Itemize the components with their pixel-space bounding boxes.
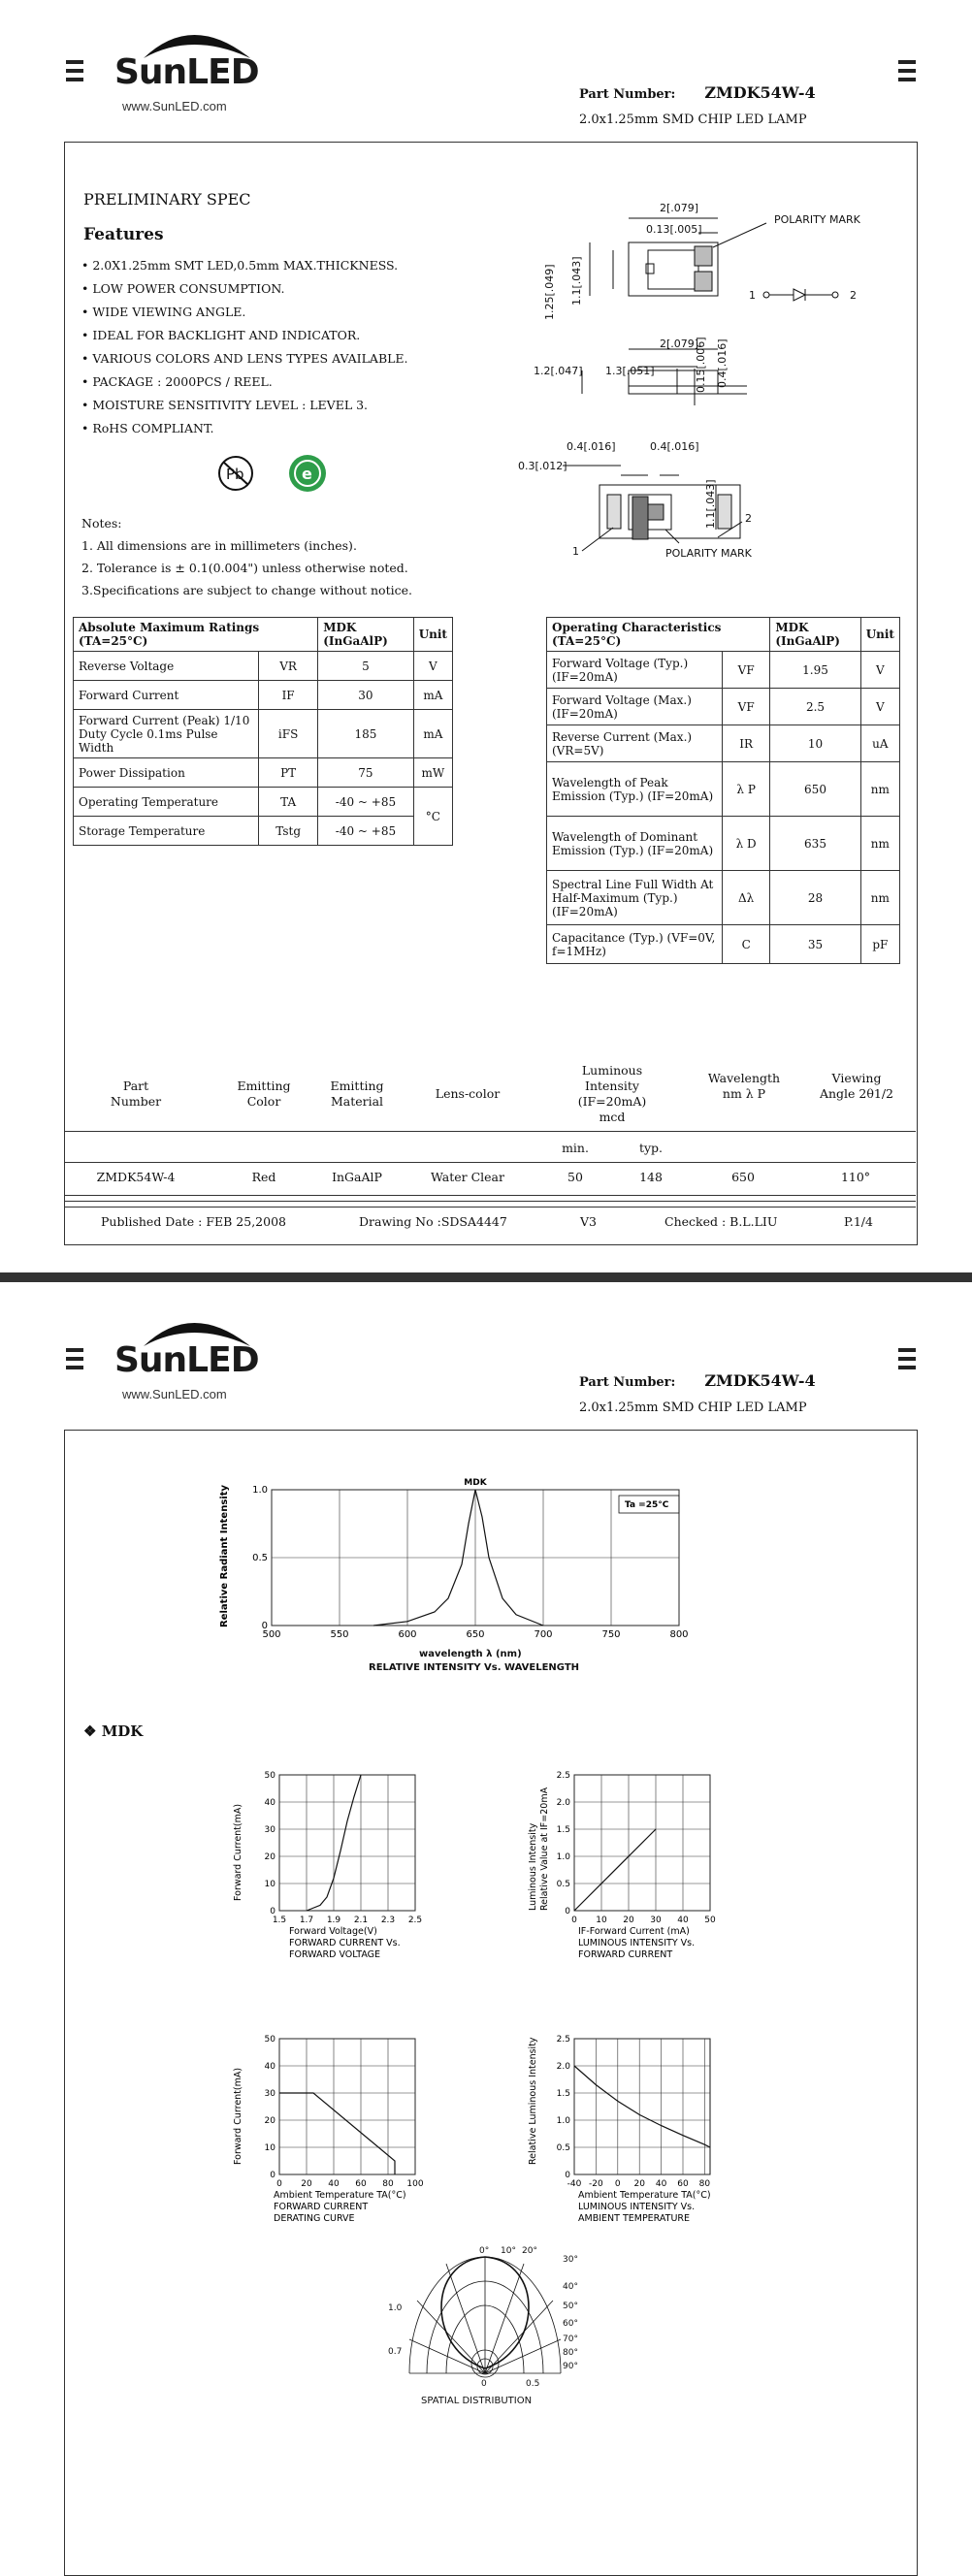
chart-caption: FORWARD CURRENT Vs. (289, 1938, 401, 1948)
chart-caption: FORWARD CURRENT (274, 2202, 368, 2212)
y-axis-label: Luminous Intensity (528, 1822, 538, 1911)
y-tick-label: 0 (270, 2171, 275, 2180)
cell: 110° (836, 1170, 875, 1185)
table-row (74, 788, 453, 817)
spatial-caption: SPATIAL DISTRIBUTION (421, 2396, 532, 2406)
menu-icon-right[interactable] (898, 1348, 916, 1377)
y-tick-label: 20 (265, 2116, 276, 2126)
cell: Reverse Voltage (74, 652, 259, 681)
features-title: Features (83, 225, 164, 244)
menu-icon-right[interactable] (898, 60, 916, 89)
y-axis-label: Relative Value at IF=20mA (539, 1787, 550, 1911)
y-tick-label: 1.0 (252, 1485, 268, 1496)
y-tick-label: 2.5 (557, 2035, 570, 2045)
dim-label: 0.4[.016] (716, 338, 729, 388)
cell: VR (259, 652, 318, 681)
x-tick-label: 100 (406, 2179, 423, 2189)
package-drawing (524, 194, 912, 563)
brand-url: www.SunLED.com (122, 1387, 227, 1401)
x-tick-label: 40 (656, 2179, 667, 2189)
note-item: 2. Tolerance is ± 0.1(0.004") unless otherwise noted. (81, 557, 412, 579)
angle-label: 10° (501, 2246, 516, 2256)
angle-label: 0° (479, 2246, 489, 2256)
part-number-header (579, 1371, 816, 1390)
col-emitting-color: Emitting Color (225, 1079, 303, 1110)
note-item: 3.Specifications are subject to change without notice. (81, 579, 412, 601)
cell: Water Clear (419, 1170, 516, 1185)
table-row (74, 758, 453, 788)
x-tick-label: 2.3 (381, 1916, 395, 1925)
mdk-section-label: MDK (102, 1723, 144, 1740)
x-tick-label: 1.7 (300, 1916, 313, 1925)
page-separator (0, 1272, 972, 1282)
polarity-label: POLARITY MARK (774, 213, 861, 226)
cell: Tstg (259, 817, 318, 846)
plot-frame (574, 2039, 710, 2174)
x-tick-label: 500 (262, 1629, 280, 1640)
drawing-number: Drawing No :SDSA4447 (359, 1214, 507, 1229)
cell: Spectral Line Full Width At Half-Maximum (Typ.) (IF=20mA) (547, 871, 723, 925)
chart-caption: FORWARD CURRENT (578, 1949, 672, 1960)
col-part-number: Part Number (97, 1079, 175, 1110)
cell: V (860, 652, 899, 689)
y-tick-label: 1.5 (557, 1825, 570, 1835)
cell: 50 (561, 1170, 590, 1185)
luminous-intensity-current-chart (524, 1765, 747, 1959)
x-tick-label: 2.5 (408, 1916, 422, 1925)
sunled-logo (114, 21, 260, 113)
x-tick-label: 550 (330, 1629, 348, 1640)
cell: Δλ (723, 871, 770, 925)
divider (64, 1201, 916, 1202)
cell: °C (413, 788, 452, 846)
brand-name: SunLED (114, 1340, 259, 1380)
cell: 28 (770, 871, 860, 925)
operating-characteristics-table (546, 617, 900, 964)
radius-label: 1.0 (388, 2303, 403, 2313)
pb-free-icon (219, 457, 252, 490)
y-axis-label: Relative Luminous Intensity (528, 2037, 538, 2165)
cell: V (860, 689, 899, 725)
plot-frame (279, 2039, 415, 2174)
cell: 650 (770, 762, 860, 817)
y-tick-label: 0.5 (557, 2143, 570, 2153)
y-tick-label: 2.5 (557, 1771, 570, 1781)
x-tick-label: 750 (601, 1629, 620, 1640)
part-number: ZMDK54W-4 (704, 83, 815, 102)
angle-label: 80° (563, 2348, 578, 2358)
feature-item: • 2.0X1.25mm SMT LED,0.5mm MAX.THICKNESS. (81, 254, 408, 277)
y-tick-label: 0 (262, 1621, 268, 1631)
x-tick-label: -40 (567, 2179, 582, 2189)
series-line (574, 2066, 710, 2147)
y-tick-label: 20 (265, 1852, 276, 1862)
cell: Storage Temperature (74, 817, 259, 846)
x-tick-label: 0 (615, 2179, 621, 2189)
cell: pF (860, 925, 899, 964)
x-axis-label: Ambient Temperature TA(°C) (578, 2190, 711, 2201)
x-tick-label: 1.5 (273, 1916, 286, 1925)
cell: 30 (318, 681, 413, 710)
x-tick-label: 40 (677, 1916, 689, 1925)
feature-item: • LOW POWER CONSUMPTION. (81, 277, 408, 301)
brand-name: SunLED (114, 52, 259, 92)
y-tick-label: 10 (265, 1880, 276, 1889)
cell: Wavelength of Dominant Emission (Typ.) (IF=20mA) (547, 817, 723, 871)
cell: VF (723, 652, 770, 689)
y-axis-label: Forward Current(mA) (233, 1804, 243, 1901)
y-tick-label: 50 (265, 1771, 276, 1781)
sub-typ: typ. (636, 1141, 665, 1156)
luminous-intensity-temperature-chart (524, 2029, 757, 2223)
y-tick-label: 0 (565, 1907, 570, 1916)
col-viewing-angle: Viewing Angle 2θ1/2 (815, 1071, 898, 1102)
x-tick-label: 30 (650, 1916, 662, 1925)
angle-label: 90° (563, 2362, 578, 2371)
dim-label: 0.4[.016] (567, 440, 616, 453)
feature-item: • RoHS COMPLIANT. (81, 417, 408, 440)
dim-label: 1.25[.049] (543, 264, 556, 320)
cell: uA (860, 725, 899, 762)
angle-label: 20° (522, 2246, 537, 2256)
chart-title: MDK (464, 1478, 487, 1488)
sub-min: min. (561, 1141, 590, 1156)
y-tick-label: 50 (265, 2035, 276, 2045)
x-tick-label: 40 (328, 2179, 340, 2189)
y-tick-label: 2.0 (557, 2062, 571, 2072)
cell: PT (259, 758, 318, 788)
pb-label: Pb (226, 466, 244, 483)
dim-label: 1.2[.047] (534, 365, 583, 377)
absolute-max-ratings-table (73, 617, 453, 846)
y-tick-label: 40 (265, 2062, 276, 2072)
y-tick-label: 0.5 (252, 1553, 268, 1563)
features-list (81, 254, 408, 440)
angle-label: 30° (563, 2255, 578, 2265)
table-header: Unit (413, 618, 452, 652)
cell: ZMDK54W-4 (87, 1170, 184, 1185)
published-date: Published Date : FEB 25,2008 (101, 1214, 286, 1229)
spec-title: PRELIMINARY SPEC (83, 190, 251, 209)
col-lens-color: Lens-color (419, 1086, 516, 1102)
y-tick-label: 30 (265, 1825, 276, 1835)
table-row (74, 652, 453, 681)
col-luminous-intensity: Luminous Intensity (IF=20mA) mcd (568, 1063, 656, 1125)
cell: Forward Current (Peak) 1/10 Duty Cycle 0.1ms Pulse Width (74, 710, 259, 758)
divider (64, 1162, 916, 1163)
cell: iFS (259, 710, 318, 758)
cell: nm (860, 762, 899, 817)
radius-label: 0 (481, 2379, 487, 2389)
angle-label: 40° (563, 2282, 578, 2292)
divider (64, 1207, 916, 1208)
y-tick-label: 1.0 (557, 1852, 571, 1862)
x-tick-label: 20 (301, 2179, 312, 2189)
cell: -40 ~ +85 (318, 817, 413, 846)
x-tick-label: 2.1 (354, 1916, 368, 1925)
y-tick-label: 30 (265, 2089, 276, 2099)
dim-label: 0.15[.006] (695, 337, 707, 393)
dim-label: 1.1[.043] (570, 256, 583, 306)
pin-label: 2 (745, 512, 752, 525)
pin-label: 2 (850, 289, 857, 302)
cell: 635 (770, 817, 860, 871)
product-subtitle: 2.0x1.25mm SMD CHIP LED LAMP (579, 113, 807, 127)
forward-current-voltage-chart (229, 1765, 452, 1959)
table-row (547, 652, 900, 689)
table-header: Unit (860, 618, 899, 652)
divider (64, 1195, 916, 1196)
col-wavelength: Wavelength nm λ P (700, 1071, 788, 1102)
angle-label: 70° (563, 2334, 578, 2344)
plot-frame (279, 1775, 415, 1911)
rohs-label: e (302, 465, 312, 483)
cell: Wavelength of Peak Emission (Typ.) (IF=20mA) (547, 762, 723, 817)
cell: 10 (770, 725, 860, 762)
radius-label: 0.7 (388, 2347, 402, 2357)
dim-label: 1.3[.051] (605, 365, 655, 377)
feature-item: • IDEAL FOR BACKLIGHT AND INDICATOR. (81, 324, 408, 347)
y-axis-label: Forward Current(mA) (233, 2068, 243, 2165)
cell: TA (259, 788, 318, 817)
x-axis-label: IF-Forward Current (mA) (578, 1926, 690, 1937)
x-tick-label: 0 (571, 1916, 577, 1925)
cell: Forward Voltage (Max.) (IF=20mA) (547, 689, 723, 725)
cell: IR (723, 725, 770, 762)
cell: λ P (723, 762, 770, 817)
x-axis-label: Forward Voltage(V) (289, 1926, 377, 1937)
x-tick-label: 20 (623, 1916, 634, 1925)
x-tick-label: 80 (699, 2179, 711, 2189)
spectrum-chart (213, 1472, 718, 1637)
cell: Operating Temperature (74, 788, 259, 817)
sunled-logo (114, 1309, 260, 1401)
derating-curve-chart (229, 2029, 452, 2223)
product-subtitle: 2.0x1.25mm SMD CHIP LED LAMP (579, 1401, 807, 1415)
radius-label: 0.5 (526, 2379, 539, 2389)
cell: V (413, 652, 452, 681)
cell: 75 (318, 758, 413, 788)
notes-title: Notes: (81, 512, 412, 534)
pin-label: 1 (749, 289, 756, 302)
cell: nm (860, 871, 899, 925)
angle-label: 60° (563, 2319, 578, 2329)
cell: mA (413, 710, 452, 758)
feature-item: • PACKAGE : 2000PCS / REEL. (81, 370, 408, 394)
part-number: ZMDK54W-4 (704, 1371, 815, 1390)
x-tick-label: 60 (355, 2179, 367, 2189)
x-tick-label: 80 (382, 2179, 394, 2189)
angle-label: 50° (563, 2302, 578, 2311)
table-header: MDK (InGaAlP) (318, 618, 413, 652)
x-tick-label: 650 (466, 1629, 484, 1640)
datasheet-page-2 (0, 1288, 972, 2560)
x-tick-label: -20 (589, 2179, 603, 2189)
table-row (74, 817, 453, 846)
part-number-header (579, 83, 816, 102)
dim-label: 2[.079] (660, 202, 698, 214)
y-tick-label: 0.5 (557, 1880, 570, 1889)
cell: 1.95 (770, 652, 860, 689)
cell: λ D (723, 817, 770, 871)
dim-label: 0.13[.005] (646, 223, 702, 236)
cell: Forward Current (74, 681, 259, 710)
x-tick-label: 700 (534, 1629, 552, 1640)
cell: 650 (724, 1170, 762, 1185)
part-number-label: Part Number: (579, 87, 675, 102)
dim-label: 1.1[.043] (704, 479, 717, 529)
pin-label: 1 (572, 545, 579, 558)
col-emitting-material: Emitting Material (318, 1079, 396, 1110)
cell: 2.5 (770, 689, 860, 725)
page-number: P.1/4 (844, 1214, 873, 1229)
y-tick-label: 0 (565, 2171, 570, 2180)
cell: mW (413, 758, 452, 788)
mdk-section (83, 1723, 143, 1740)
y-tick-label: 2.0 (557, 1798, 571, 1808)
x-tick-label: 0 (276, 2179, 282, 2189)
part-number-label: Part Number: (579, 1375, 675, 1390)
cell: 35 (770, 925, 860, 964)
dim-label: 0.4[.016] (650, 440, 699, 453)
cell: 185 (318, 710, 413, 758)
y-tick-label: 1.0 (557, 2116, 571, 2126)
cell: 5 (318, 652, 413, 681)
series-line (574, 1829, 656, 1911)
series-line (279, 2093, 395, 2174)
table-header: MDK (InGaAlP) (770, 618, 860, 652)
brand-url: www.SunLED.com (122, 99, 227, 113)
cell: nm (860, 817, 899, 871)
x-tick-label: 1.9 (327, 1916, 341, 1925)
table-header: Operating Characteristics (TA=25°C) (547, 618, 770, 652)
cell: Forward Voltage (Typ.) (IF=20mA) (547, 652, 723, 689)
table-row (547, 762, 900, 817)
y-tick-label: 10 (265, 2143, 276, 2153)
cell: Red (235, 1170, 293, 1185)
menu-icon[interactable] (66, 60, 83, 89)
x-axis-label: wavelength λ (nm) (419, 1649, 522, 1659)
cell: 148 (636, 1170, 665, 1185)
version: V3 (580, 1214, 597, 1229)
feature-item: • VARIOUS COLORS AND LENS TYPES AVAILABLE. (81, 347, 408, 370)
cell: Power Dissipation (74, 758, 259, 788)
table-row (74, 710, 453, 758)
dim-label: 0.3[.012] (518, 460, 567, 472)
y-tick-label: 1.5 (557, 2089, 570, 2099)
table-row (547, 817, 900, 871)
cell: IF (259, 681, 318, 710)
datasheet-page-1 (0, 0, 972, 1272)
feature-item: • MOISTURE SENSITIVITY LEVEL : LEVEL 3. (81, 394, 408, 417)
table-row (547, 871, 900, 925)
menu-icon[interactable] (66, 1348, 83, 1377)
table-row (547, 725, 900, 762)
note-item: 1. All dimensions are in millimeters (inches). (81, 534, 412, 557)
chart-caption: LUMINOUS INTENSITY Vs. (578, 1938, 695, 1948)
table-row (74, 681, 453, 710)
x-axis-label: Ambient Temperature TA(°C) (274, 2190, 406, 2201)
checked-by: Checked : B.L.LIU (664, 1214, 777, 1229)
x-tick-label: 60 (677, 2179, 689, 2189)
y-axis-label: Relative Radiant Intensity (219, 1485, 230, 1627)
x-tick-label: 50 (704, 1916, 716, 1925)
cell: mA (413, 681, 452, 710)
spectrum-caption: RELATIVE INTENSITY Vs. WAVELENGTH (369, 1662, 579, 1673)
rohs-icon (289, 455, 326, 492)
cell: -40 ~ +85 (318, 788, 413, 817)
x-tick-label: 800 (669, 1629, 688, 1640)
dim-label: 2[.079] (660, 338, 698, 350)
x-tick-label: 20 (633, 2179, 645, 2189)
x-tick-label: 10 (596, 1916, 607, 1925)
cell: Reverse Current (Max.) (VR=5V) (547, 725, 723, 762)
table-row (547, 925, 900, 964)
y-tick-label: 40 (265, 1798, 276, 1808)
chart-caption: FORWARD VOLTAGE (289, 1949, 380, 1960)
feature-item: • WIDE VIEWING ANGLE. (81, 301, 408, 324)
divider (64, 1131, 916, 1132)
chart-caption: AMBIENT TEMPERATURE (578, 2213, 690, 2224)
spatial-distribution-chart (388, 2242, 601, 2407)
table-row (547, 689, 900, 725)
table-header: Absolute Maximum Ratings (TA=25°C) (74, 618, 318, 652)
chart-caption: LUMINOUS INTENSITY Vs. (578, 2202, 695, 2212)
chart-caption: DERATING CURVE (274, 2213, 355, 2224)
x-tick-label: 600 (398, 1629, 416, 1640)
diamond-icon: ❖ (83, 1723, 96, 1740)
polarity-label: POLARITY MARK (665, 547, 753, 560)
ta-label: Ta =25°C (625, 1500, 669, 1510)
compliance-logos (213, 452, 340, 495)
y-tick-label: 0 (270, 1907, 275, 1916)
cell: Capacitance (Typ.) (VF=0V, f=1MHz) (547, 925, 723, 964)
notes (81, 512, 412, 601)
cell: C (723, 925, 770, 964)
cell: VF (723, 689, 770, 725)
cell: InGaAlP (326, 1170, 388, 1185)
